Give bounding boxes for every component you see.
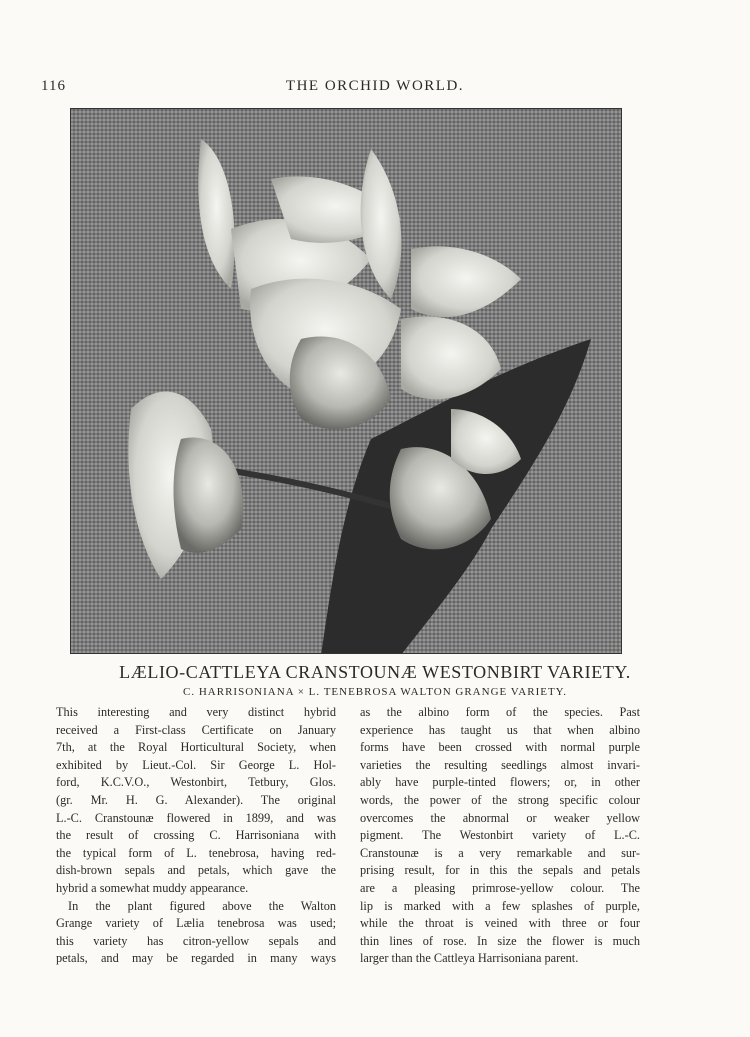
paragraph-line: (gr. Mr. H. G. Alexander). The original xyxy=(56,792,336,807)
paragraph-line: This interesting and very distinct hybrid xyxy=(56,705,336,719)
paragraph-line: exhibited by Lieut.-Col. Sir George L. Hol- xyxy=(56,757,336,772)
paragraph-line: lip is marked with a few splashes of purple, xyxy=(360,898,640,913)
paragraph-line: Grange variety of Lælia tenebrosa was used; xyxy=(56,916,336,931)
paragraph-line: ably have purple-tinted flowers; or, in other xyxy=(360,775,640,790)
paragraph-line: Cranstounæ is a very remarkable and sur- xyxy=(360,845,640,860)
paragraph-line: L.-C. Cranstounæ flowered in 1899, and was xyxy=(56,810,336,825)
right-column xyxy=(360,704,640,968)
paragraph-line: received a First-class Certificate on January xyxy=(56,722,336,737)
paragraph-line: forms have been crossed with normal purple xyxy=(360,740,640,755)
paragraph-line: 7th, at the Royal Horticultural Society, when xyxy=(56,740,336,755)
paragraph-line: this variety has citron-yellow sepals and xyxy=(56,933,336,948)
paragraph-line: the result of crossing C. Harrisoniana with xyxy=(56,828,336,843)
paragraph-line: thin lines of rose. In size the flower is much xyxy=(360,933,640,948)
orchid-photograph xyxy=(70,108,622,654)
orchid-illustration-icon xyxy=(71,109,622,654)
running-head: THE ORCHID WORLD. xyxy=(285,78,465,94)
page-number: 116 xyxy=(41,78,66,94)
paragraph-line: prising result, for in this the sepals and petals xyxy=(360,863,640,878)
paragraph-line: words, the power of the strong specific colour xyxy=(360,792,640,807)
paragraph-line: pigment. The Westonbirt variety of L.-C. xyxy=(360,828,640,843)
paragraph-line: petals, and may be regarded in many ways xyxy=(56,951,336,966)
paragraph-line: ford, K.C.V.O., Westonbirt, Tetbury, Glos. xyxy=(56,775,336,790)
article-title: LÆLIO-CATTLEYA CRANSTOUNÆ WESTONBIRT VARIETY. xyxy=(119,662,631,682)
article-subtitle: C. HARRISONIANA × L. TENEBROSA WALTON GRANGE VARIETY. xyxy=(183,686,567,698)
left-column xyxy=(56,704,336,968)
paragraph-line: experience has taught us that when albino xyxy=(360,722,640,737)
paragraph-line: hybrid a somewhat muddy appearance. xyxy=(56,880,249,895)
paragraph-line: In the plant figured above the Walton xyxy=(68,898,336,913)
paragraph-line: the typical form of L. tenebrosa, having red- xyxy=(56,845,336,860)
paragraph-line: while the throat is veined with three or four xyxy=(360,916,640,931)
paragraph-line: overcomes the abnormal or weaker yellow xyxy=(360,810,640,825)
paragraph-line: as the albino form of the species. Past xyxy=(360,705,640,719)
paragraph-line: are a pleasing primrose-yellow colour. The xyxy=(360,880,640,895)
paragraph-line: larger than the Cattleya Harrisoniana parent. xyxy=(360,951,579,966)
paragraph-line: varieties the resulting seedlings almost invari- xyxy=(360,757,640,772)
paragraph-line: dish-brown sepals and petals, which gave the xyxy=(56,863,336,878)
